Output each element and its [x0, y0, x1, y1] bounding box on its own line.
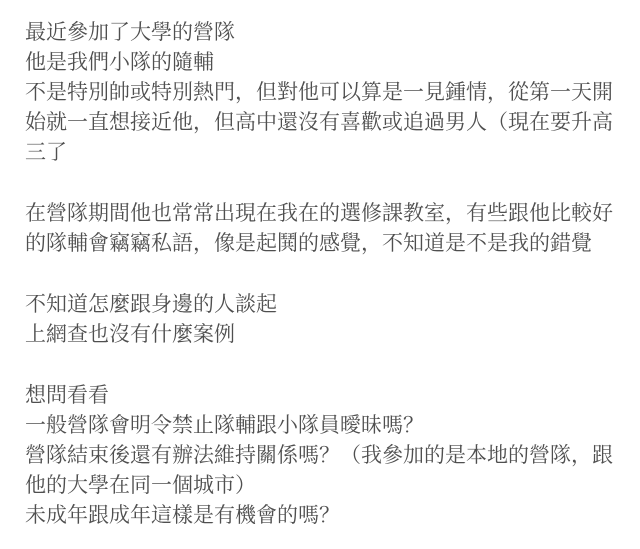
- text-line: 不知道怎麼跟身邊的人談起: [25, 293, 277, 316]
- paragraph-camp-observation: [25, 199, 615, 259]
- paragraph-questions: [25, 381, 615, 531]
- text-line: 三了: [25, 141, 67, 164]
- paragraph-intro: [25, 18, 615, 168]
- text-line: 想問看看: [25, 384, 109, 407]
- text-line: 最近參加了大學的營隊: [25, 21, 235, 44]
- text-line: 他是我們小隊的隨輔: [25, 51, 214, 74]
- text-line: 未成年跟成年這樣是有機會的嗎？: [25, 504, 340, 527]
- paragraph-no-one-to-talk-to: [25, 290, 615, 350]
- text-line: 的隊輔會竊竊私語，像是起鬨的感覺，不知道是不是我的錯覺: [25, 232, 592, 255]
- text-line: 始就一直想接近他，但高中還沒有喜歡或追過男人（現在要升高: [25, 111, 613, 134]
- text-line: 不是特別帥或特別熱門，但對他可以算是一見鍾情，從第一天開: [25, 81, 613, 104]
- text-line: 營隊結束後還有辦法維持關係嗎？（我參加的是本地的營隊，跟: [25, 444, 613, 467]
- text-line: 一般營隊會明令禁止隊輔跟小隊員曖昧嗎？: [25, 414, 424, 437]
- text-line: 他的大學在同一個城市）: [25, 474, 256, 497]
- text-line: 上網查也沒有什麼案例: [25, 323, 235, 346]
- text-line: 在營隊期間他也常常出現在我在的選修課教室，有些跟他比較好: [25, 202, 613, 225]
